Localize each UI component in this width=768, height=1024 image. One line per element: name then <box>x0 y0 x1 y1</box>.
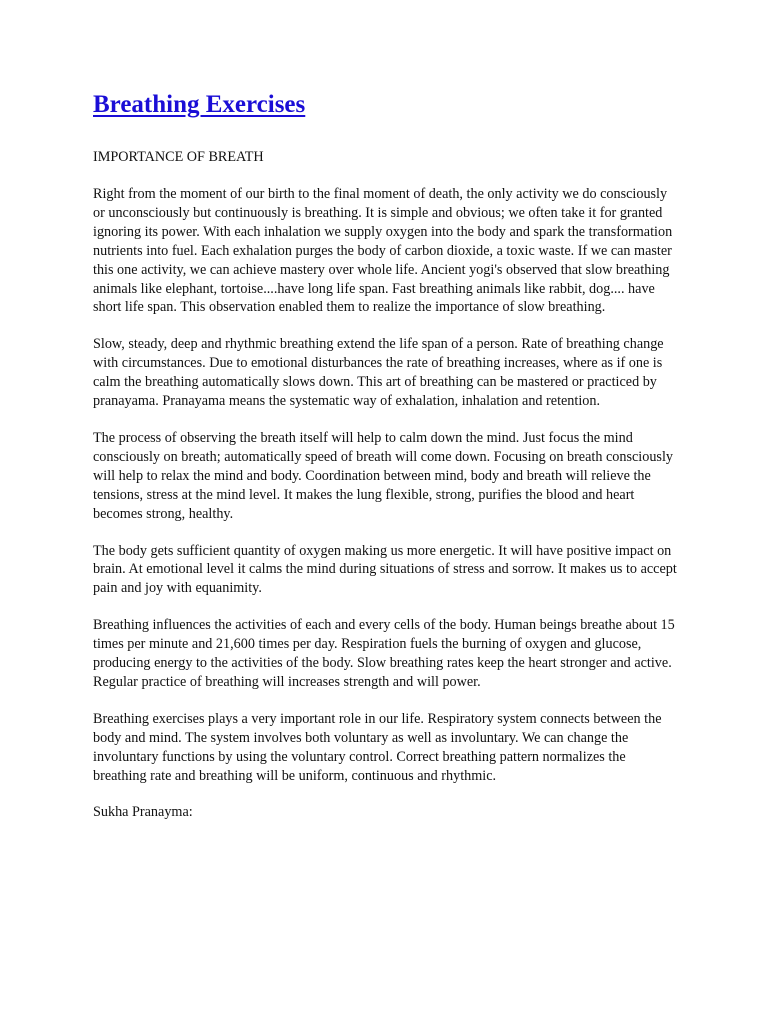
paragraph-2: Slow, steady, deep and rhythmic breathing extend the life span of a person. Rate of breathing change with circumstances. Due to emotional disturbances the rate of breathing increases, where as if one is calm the breathing automatically slows down. This art of breathing can be mastered or practiced by pranayama. Pranayama means the systematic way of exhalation, inhalation and retention. <box>93 336 664 410</box>
section-heading: IMPORTANCE OF BREATH <box>93 149 264 165</box>
paragraph-4: The body gets sufficient quantity of oxygen making us more energetic. It will have positive impact on brain. At emotional level it calms the mind during situations of stress and sorrow. It makes us to accept pain and joy with equanimity. <box>93 542 677 597</box>
document-body <box>93 88 678 822</box>
document-title-link[interactable]: Breathing Exercises <box>93 91 306 118</box>
paragraph-6: Breathing exercises plays a very important role in our life. Respiratory system connects between the body and mind. The system involves both voluntary as well as involuntary. We can change the involuntary functions by using the voluntary control. Correct breathing pattern normalizes the breathing rate and breathing will be uniform, continuous and rhythmic. <box>93 710 662 784</box>
paragraph-5: Breathing influences the activities of each and every cells of the body. Human beings breathe about 15 times per minute and 21,600 times per day. Respiration fuels the burning of oxygen and glucose, producing energy to the activities of the body. Slow breathing rates keep the heart stronger and active. Regular practice of breathing will increases strength and will power. <box>93 617 675 690</box>
paragraph-3: The process of observing the breath itself will help to calm down the mind. Just focus the mind consciously on breath; automatically speed of breath will come down. Focusing on breath consciously will help to relax the mind and body. Coordination between mind, body and breath will relieve the tensions, stress at the mind level. It makes the lung flexible, strong, purifies the blood and heart becomes strong, healthy. <box>93 429 673 522</box>
section-label: Sukha Pranayma: <box>93 804 193 821</box>
paragraph-1: Right from the moment of our birth to the final moment of death, the only activity we do consciously or unconsciously but continuously is breathing. It is simple and obvious; we often take it for granted ignoring its power. With each inhalation we supply oxygen into the body and spark the transformation nutrients into fuel. Each exhalation purges the body of carbon dioxide, a toxic waste. If we can master this one activity, we can achieve mastery over whole life. Ancient yogi's observed that slow breathing animals like elephant, tortoise....have long life span. Fast breathing animals like rabbit, dog.... have short life span. This observation enabled them to realize the importance of slow breathing. <box>93 186 673 316</box>
